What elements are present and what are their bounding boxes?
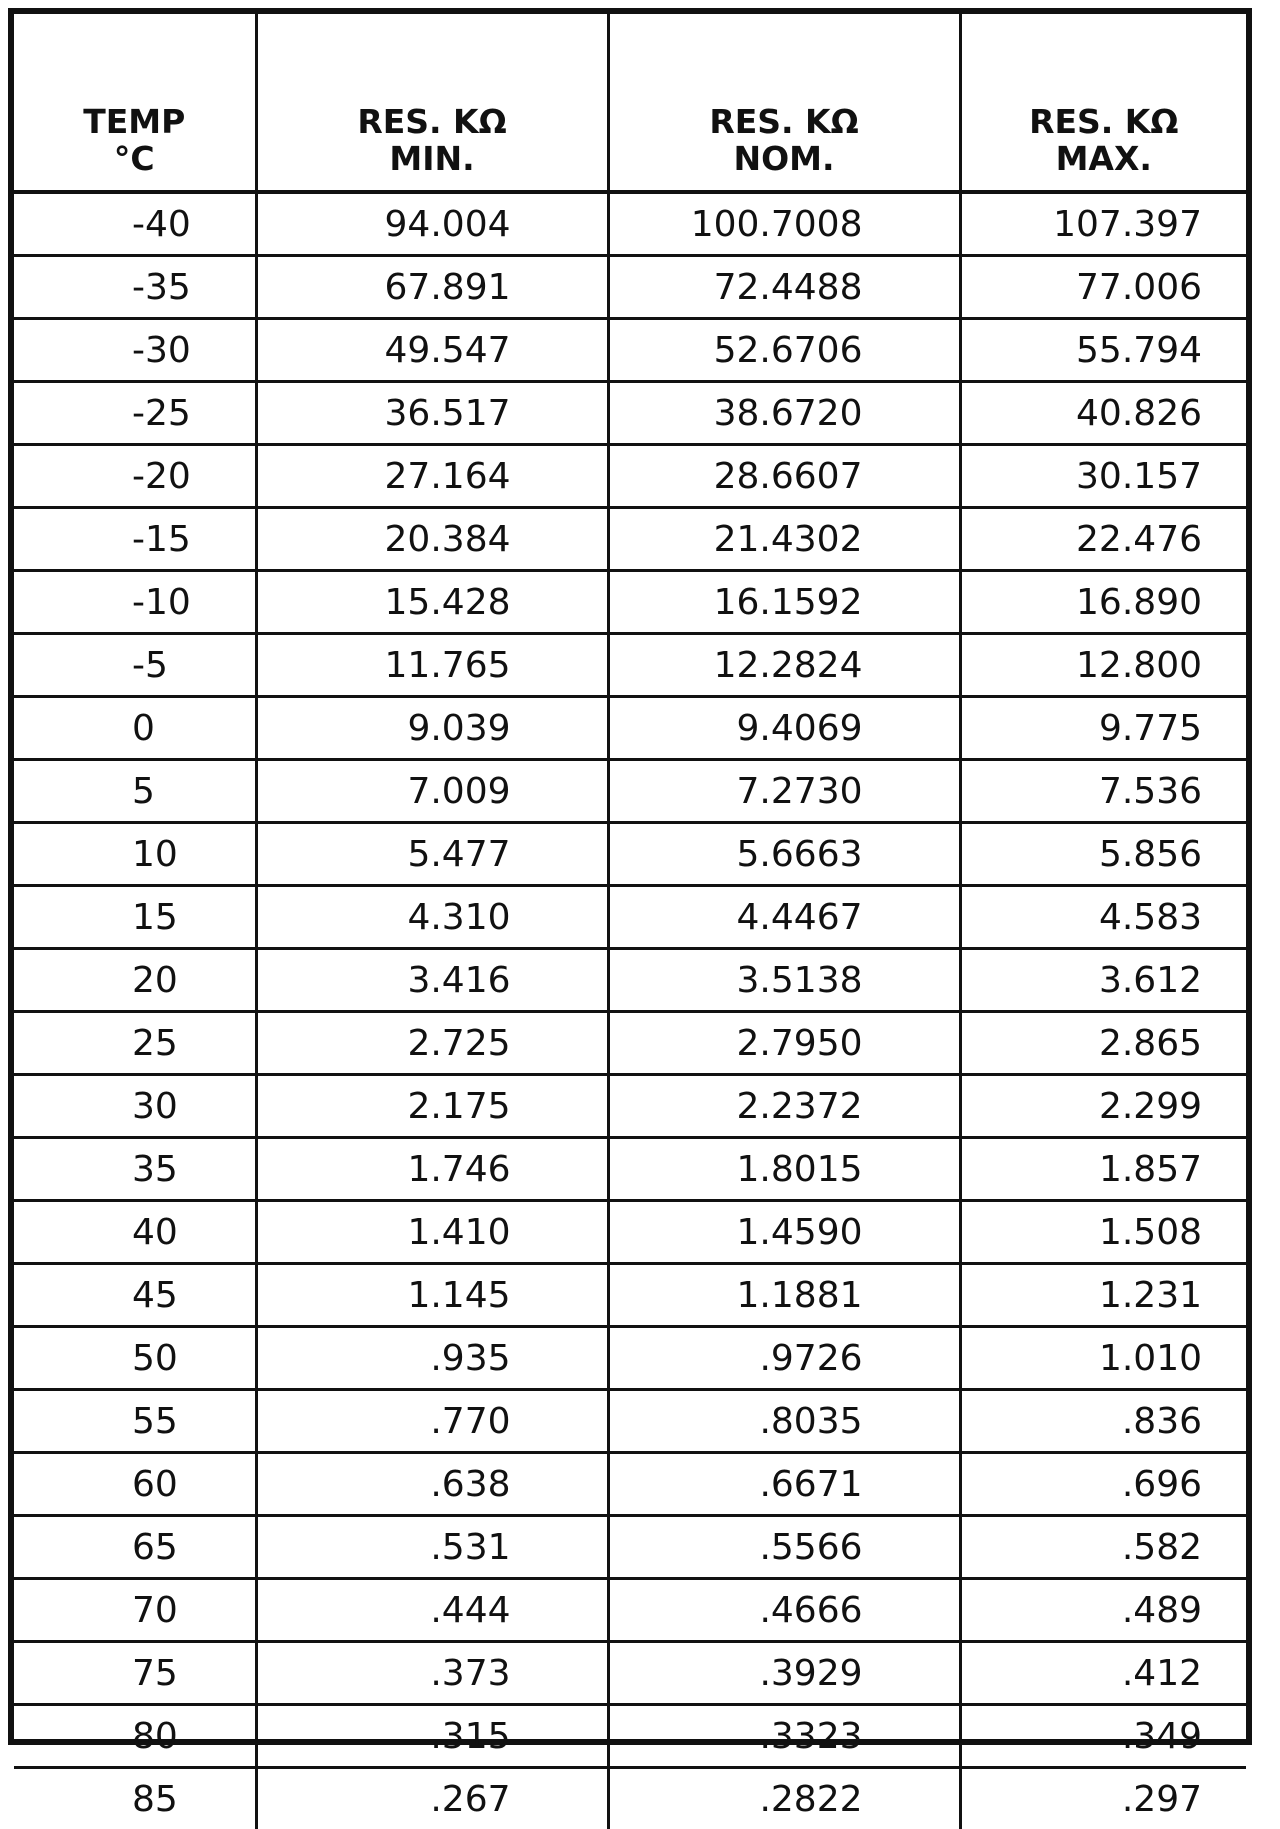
temp-cell: 40 bbox=[14, 1201, 256, 1264]
res-nom-cell: 1.8015 bbox=[608, 1138, 960, 1201]
temp-cell: 55 bbox=[14, 1390, 256, 1453]
res-min-cell: 1.410 bbox=[256, 1201, 608, 1264]
table-row bbox=[14, 571, 1246, 634]
header-res-min-line2: MIN. bbox=[258, 141, 607, 178]
table-row bbox=[14, 1642, 1246, 1705]
res-max-cell: 7.536 bbox=[960, 760, 1246, 823]
res-max-cell: 3.612 bbox=[960, 949, 1246, 1012]
res-min-cell: 67.891 bbox=[256, 256, 608, 319]
table-row bbox=[14, 1579, 1246, 1642]
header-res-min-line1: RES. KΩ bbox=[258, 104, 607, 141]
res-max-cell: 22.476 bbox=[960, 508, 1246, 571]
res-nom-cell: 2.7950 bbox=[608, 1012, 960, 1075]
table-row bbox=[14, 949, 1246, 1012]
table-row bbox=[14, 1453, 1246, 1516]
table-body bbox=[14, 192, 1246, 1829]
header-res-min bbox=[256, 14, 608, 192]
resistance-temperature-table bbox=[14, 14, 1246, 1829]
temp-cell: 35 bbox=[14, 1138, 256, 1201]
temp-cell: -10 bbox=[14, 571, 256, 634]
temp-cell: -5 bbox=[14, 634, 256, 697]
res-nom-cell: .5566 bbox=[608, 1516, 960, 1579]
res-nom-cell: .3929 bbox=[608, 1642, 960, 1705]
table-row bbox=[14, 886, 1246, 949]
res-max-cell: 107.397 bbox=[960, 192, 1246, 256]
res-nom-cell: 5.6663 bbox=[608, 823, 960, 886]
table-row bbox=[14, 256, 1246, 319]
res-min-cell: 36.517 bbox=[256, 382, 608, 445]
res-nom-cell: 2.2372 bbox=[608, 1075, 960, 1138]
res-max-cell: .349 bbox=[960, 1705, 1246, 1768]
temp-cell: 85 bbox=[14, 1768, 256, 1829]
table-row bbox=[14, 823, 1246, 886]
res-nom-cell: 38.6720 bbox=[608, 382, 960, 445]
header-res-nom bbox=[608, 14, 960, 192]
temp-cell: -35 bbox=[14, 256, 256, 319]
res-nom-cell: 72.4488 bbox=[608, 256, 960, 319]
table-row bbox=[14, 1138, 1246, 1201]
res-min-cell: .267 bbox=[256, 1768, 608, 1829]
res-nom-cell: 100.7008 bbox=[608, 192, 960, 256]
res-nom-cell: .3323 bbox=[608, 1705, 960, 1768]
header-res-nom-line1: RES. KΩ bbox=[610, 104, 959, 141]
res-min-cell: .531 bbox=[256, 1516, 608, 1579]
res-min-cell: .444 bbox=[256, 1579, 608, 1642]
temp-cell: 0 bbox=[14, 697, 256, 760]
res-max-cell: 1.857 bbox=[960, 1138, 1246, 1201]
temp-cell: 75 bbox=[14, 1642, 256, 1705]
res-max-cell: 5.856 bbox=[960, 823, 1246, 886]
table-row bbox=[14, 1075, 1246, 1138]
res-nom-cell: 1.1881 bbox=[608, 1264, 960, 1327]
res-min-cell: 15.428 bbox=[256, 571, 608, 634]
res-max-cell: 9.775 bbox=[960, 697, 1246, 760]
temp-cell: 5 bbox=[14, 760, 256, 823]
res-max-cell: .297 bbox=[960, 1768, 1246, 1829]
res-max-cell: 4.583 bbox=[960, 886, 1246, 949]
header-res-nom-line2: NOM. bbox=[610, 141, 959, 178]
res-max-cell: 77.006 bbox=[960, 256, 1246, 319]
res-nom-cell: 1.4590 bbox=[608, 1201, 960, 1264]
table-row bbox=[14, 634, 1246, 697]
res-max-cell: .412 bbox=[960, 1642, 1246, 1705]
temp-cell: 45 bbox=[14, 1264, 256, 1327]
res-nom-cell: .4666 bbox=[608, 1579, 960, 1642]
table-row bbox=[14, 697, 1246, 760]
temp-cell: 20 bbox=[14, 949, 256, 1012]
res-max-cell: 12.800 bbox=[960, 634, 1246, 697]
header-temp bbox=[14, 14, 256, 192]
temp-cell: 15 bbox=[14, 886, 256, 949]
res-min-cell: 7.009 bbox=[256, 760, 608, 823]
res-min-cell: 3.416 bbox=[256, 949, 608, 1012]
res-min-cell: .770 bbox=[256, 1390, 608, 1453]
res-min-cell: 49.547 bbox=[256, 319, 608, 382]
table-row bbox=[14, 1012, 1246, 1075]
res-nom-cell: 16.1592 bbox=[608, 571, 960, 634]
temp-cell: 50 bbox=[14, 1327, 256, 1390]
table-row bbox=[14, 1768, 1246, 1829]
temp-cell: -30 bbox=[14, 319, 256, 382]
res-max-cell: .836 bbox=[960, 1390, 1246, 1453]
res-nom-cell: .8035 bbox=[608, 1390, 960, 1453]
table-header bbox=[14, 14, 1246, 192]
res-max-cell: 2.865 bbox=[960, 1012, 1246, 1075]
table-row bbox=[14, 760, 1246, 823]
res-nom-cell: .9726 bbox=[608, 1327, 960, 1390]
header-temp-line1: TEMP bbox=[14, 104, 255, 141]
res-min-cell: .373 bbox=[256, 1642, 608, 1705]
res-min-cell: 2.175 bbox=[256, 1075, 608, 1138]
res-max-cell: 55.794 bbox=[960, 319, 1246, 382]
header-temp-line2: °C bbox=[14, 141, 255, 178]
res-max-cell: 40.826 bbox=[960, 382, 1246, 445]
temp-cell: -20 bbox=[14, 445, 256, 508]
res-max-cell: 16.890 bbox=[960, 571, 1246, 634]
header-row bbox=[14, 14, 1246, 192]
res-min-cell: 1.145 bbox=[256, 1264, 608, 1327]
table-row bbox=[14, 382, 1246, 445]
table-row bbox=[14, 1264, 1246, 1327]
res-min-cell: 9.039 bbox=[256, 697, 608, 760]
res-max-cell: .489 bbox=[960, 1579, 1246, 1642]
res-min-cell: 1.746 bbox=[256, 1138, 608, 1201]
table-row bbox=[14, 1201, 1246, 1264]
res-nom-cell: .2822 bbox=[608, 1768, 960, 1829]
res-min-cell: 27.164 bbox=[256, 445, 608, 508]
res-max-cell: 1.508 bbox=[960, 1201, 1246, 1264]
res-nom-cell: 3.5138 bbox=[608, 949, 960, 1012]
temp-cell: 60 bbox=[14, 1453, 256, 1516]
header-res-max-line2: MAX. bbox=[962, 141, 1247, 178]
table-row bbox=[14, 319, 1246, 382]
res-max-cell: 1.010 bbox=[960, 1327, 1246, 1390]
res-nom-cell: 7.2730 bbox=[608, 760, 960, 823]
temp-cell: -25 bbox=[14, 382, 256, 445]
temp-cell: -40 bbox=[14, 192, 256, 256]
temp-cell: 25 bbox=[14, 1012, 256, 1075]
res-min-cell: 5.477 bbox=[256, 823, 608, 886]
res-min-cell: 11.765 bbox=[256, 634, 608, 697]
res-max-cell: 2.299 bbox=[960, 1075, 1246, 1138]
temp-cell: 80 bbox=[14, 1705, 256, 1768]
res-min-cell: .315 bbox=[256, 1705, 608, 1768]
res-nom-cell: .6671 bbox=[608, 1453, 960, 1516]
temp-cell: 65 bbox=[14, 1516, 256, 1579]
table-row bbox=[14, 1327, 1246, 1390]
res-min-cell: 20.384 bbox=[256, 508, 608, 571]
resistance-temperature-table-frame bbox=[8, 8, 1252, 1745]
res-nom-cell: 21.4302 bbox=[608, 508, 960, 571]
table-row bbox=[14, 1705, 1246, 1768]
table-row bbox=[14, 445, 1246, 508]
res-nom-cell: 9.4069 bbox=[608, 697, 960, 760]
temp-cell: 10 bbox=[14, 823, 256, 886]
res-nom-cell: 52.6706 bbox=[608, 319, 960, 382]
res-max-cell: 30.157 bbox=[960, 445, 1246, 508]
temp-cell: 70 bbox=[14, 1579, 256, 1642]
res-nom-cell: 12.2824 bbox=[608, 634, 960, 697]
table-row bbox=[14, 508, 1246, 571]
res-max-cell: 1.231 bbox=[960, 1264, 1246, 1327]
header-res-max-line1: RES. KΩ bbox=[962, 104, 1247, 141]
res-min-cell: 94.004 bbox=[256, 192, 608, 256]
res-max-cell: .696 bbox=[960, 1453, 1246, 1516]
temp-cell: -15 bbox=[14, 508, 256, 571]
res-min-cell: 2.725 bbox=[256, 1012, 608, 1075]
res-nom-cell: 4.4467 bbox=[608, 886, 960, 949]
header-res-max bbox=[960, 14, 1246, 192]
table-row bbox=[14, 1390, 1246, 1453]
table-row bbox=[14, 192, 1246, 256]
table-row bbox=[14, 1516, 1246, 1579]
res-max-cell: .582 bbox=[960, 1516, 1246, 1579]
temp-cell: 30 bbox=[14, 1075, 256, 1138]
res-min-cell: .935 bbox=[256, 1327, 608, 1390]
res-nom-cell: 28.6607 bbox=[608, 445, 960, 508]
res-min-cell: 4.310 bbox=[256, 886, 608, 949]
res-min-cell: .638 bbox=[256, 1453, 608, 1516]
